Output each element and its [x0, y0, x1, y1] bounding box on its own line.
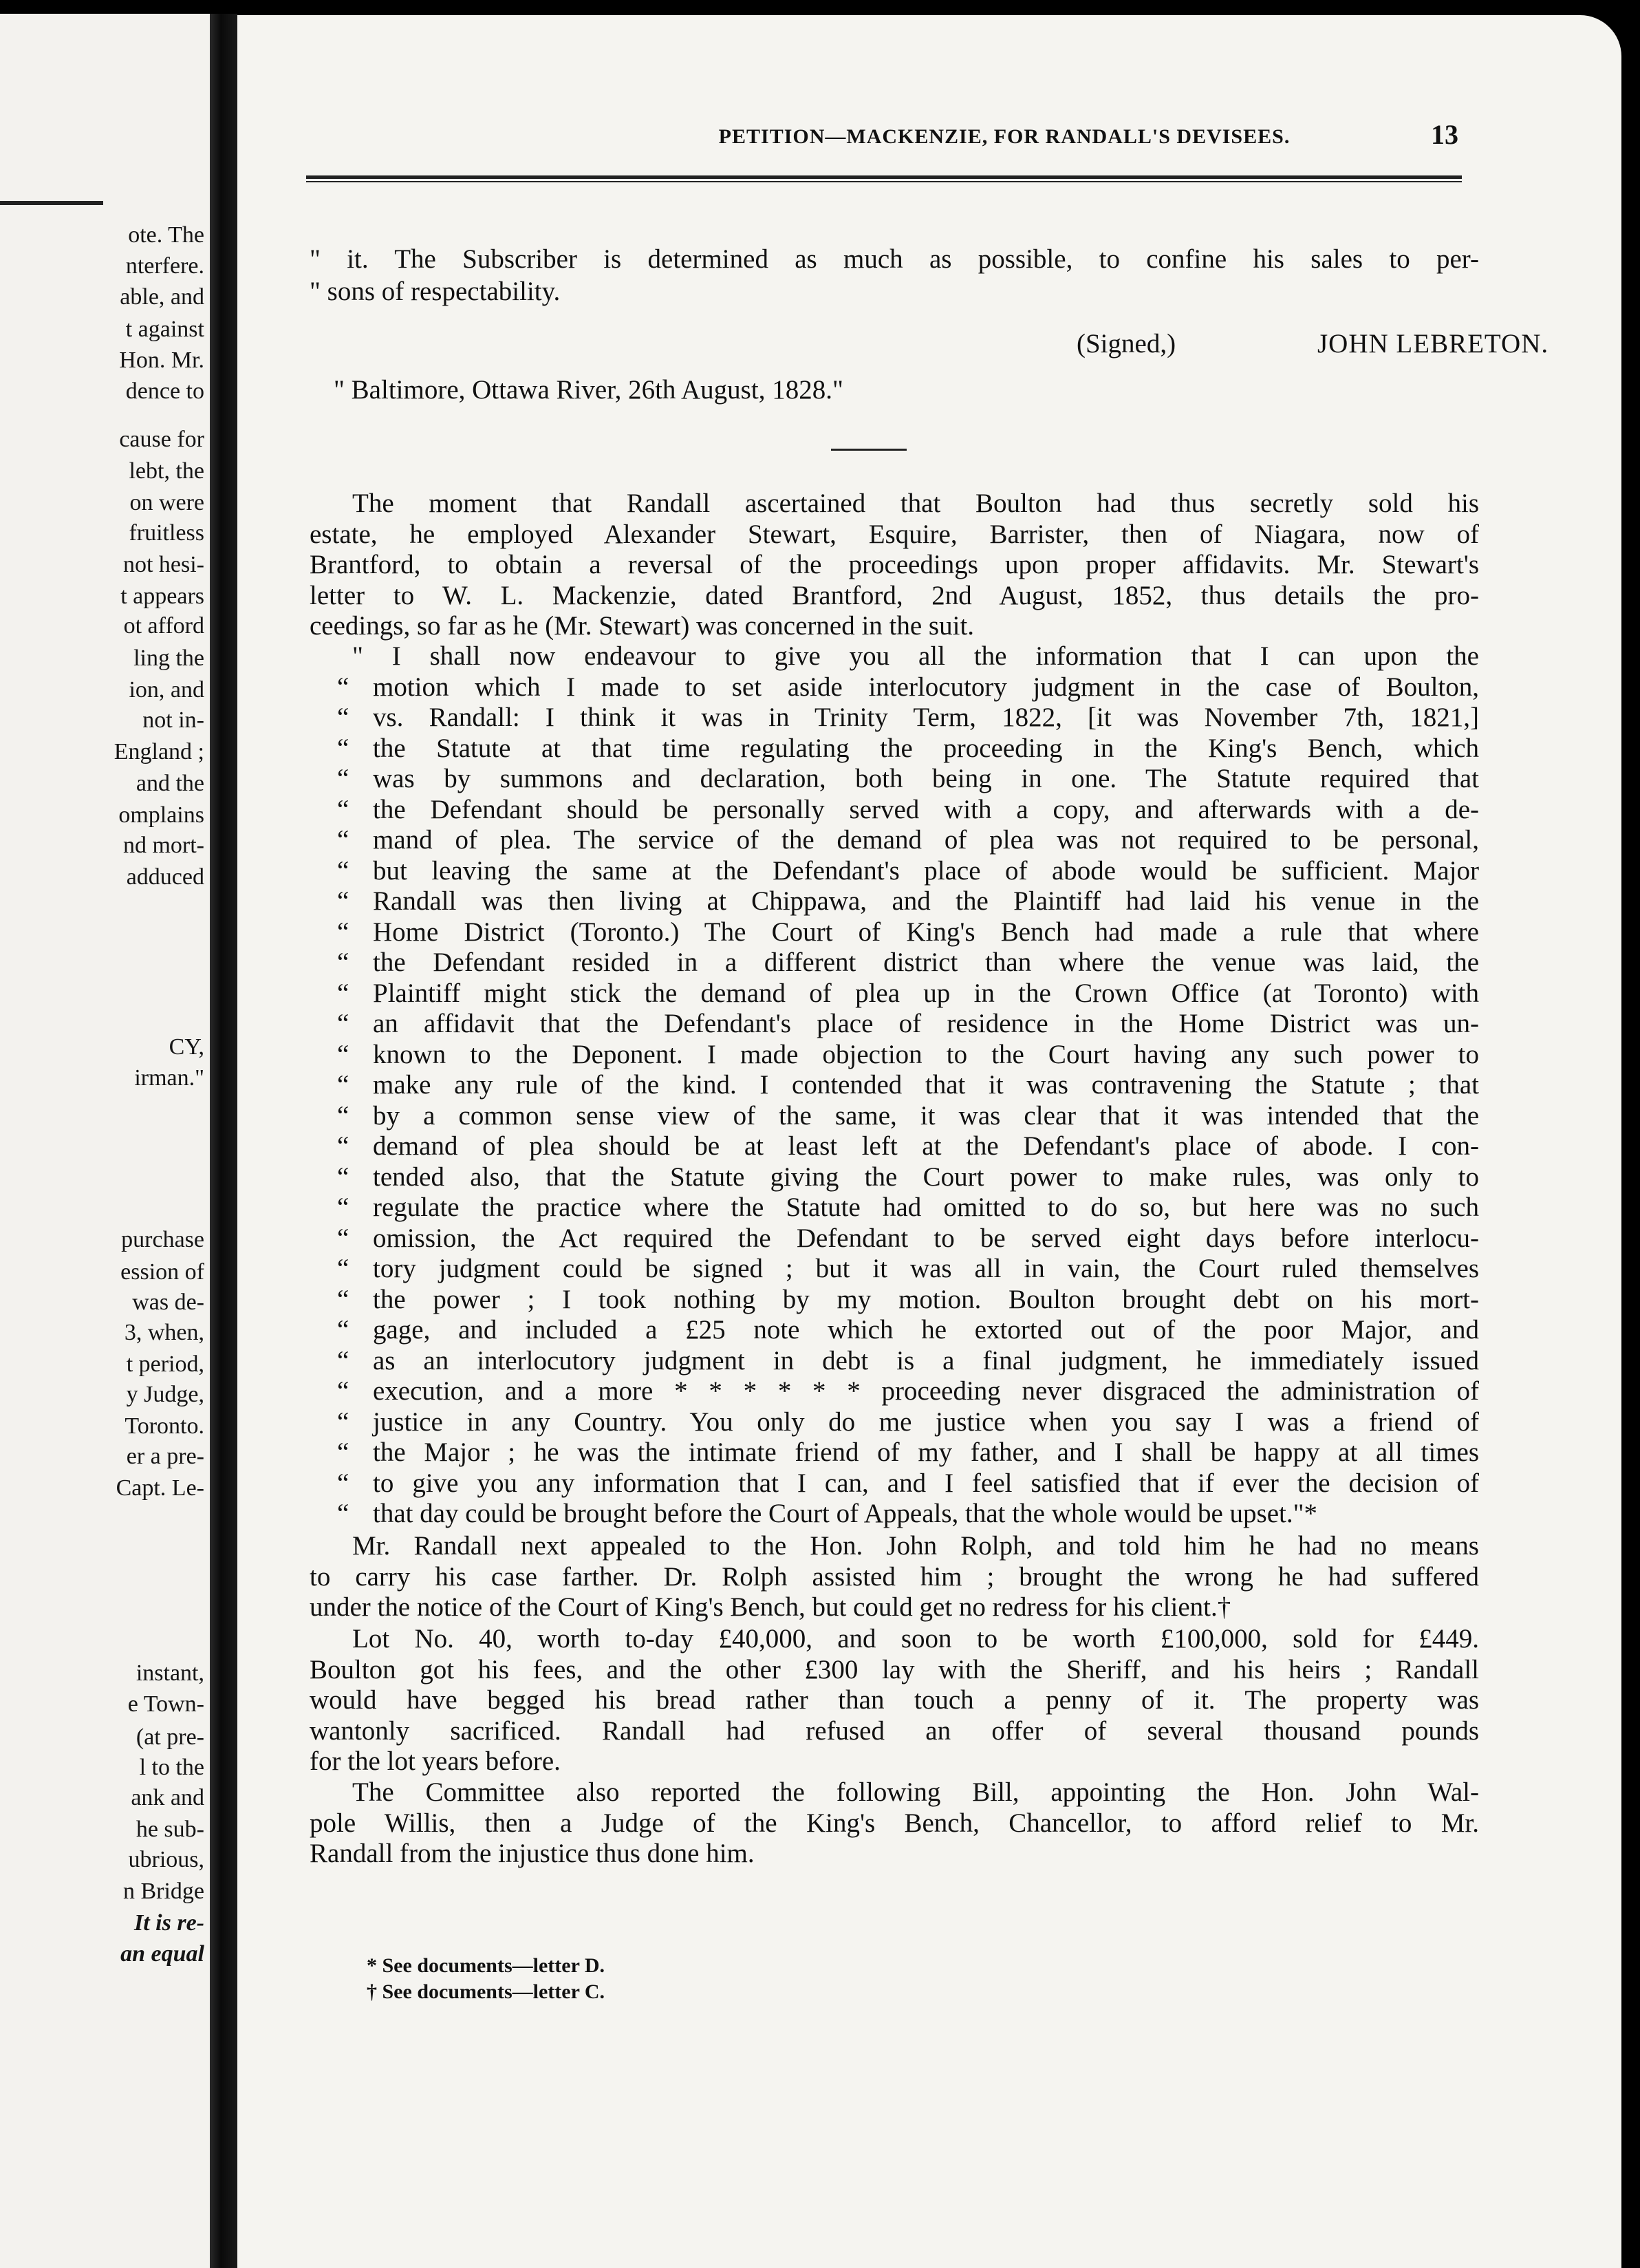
text-line: estate, he employed Alexander Stewart, Esquire, Barrister, then of Niagara, now of: [310, 519, 1479, 549]
left-page-line: It is re-: [134, 1910, 204, 1936]
quote-mark: “: [337, 1223, 349, 1253]
left-page-line: ote. The: [128, 222, 204, 248]
text-line: as an interlocutory judgment in debt is a final judgment, he immediately issued “: [337, 1345, 1479, 1376]
left-page-text: [0, 14, 210, 2268]
text-line: Lot No. 40, worth to-day £40,000, and soon to be worth £100,000, sold for £449.: [352, 1624, 1479, 1654]
text-line: omission, the Act required the Defendant to be served eight days before interlocu- “: [337, 1223, 1479, 1253]
text-line: The Committee also reported the following Bill, appointing the Hon. John Wal-: [352, 1777, 1479, 1807]
place-date-line: " Baltimore, Ottawa River, 26th August, 1828.": [334, 375, 843, 405]
running-header: PETITION—MACKENZIE, FOR RANDALL'S DEVISEES.: [718, 125, 1291, 148]
text-line: an affidavit that the Defendant's place of residence in the Home District was un- “: [337, 1009, 1479, 1038]
left-page-line: t against: [125, 317, 204, 342]
text-line: Boulton got his fees, and the other £300 lay with the Sheriff, and his heirs ; Randall: [310, 1654, 1479, 1684]
quote-line: " it. The Subscriber is determined as much as possible, to confine his sales to per-: [310, 244, 1479, 274]
text-line: Home District (Toronto.) The Court of King's Bench had made a rule that where “: [337, 917, 1479, 947]
quote-mark: “: [337, 1437, 349, 1467]
left-page-line: England ;: [114, 739, 204, 764]
left-page-line: purchase: [121, 1227, 204, 1252]
left-page-line: ank and: [131, 1785, 204, 1810]
left-page-line: ession of: [120, 1259, 204, 1285]
section-divider: [831, 449, 907, 451]
quote-mark: “: [337, 1162, 349, 1192]
left-page-line: Toronto.: [125, 1413, 204, 1439]
text-line: mand of plea. The service of the demand of plea was not required to be personal, “: [337, 825, 1479, 855]
text-line: Brantford, to obtain a reversal of the proceedings upon proper affidavits. Mr. Stewart's: [310, 550, 1479, 579]
text-line: gage, and included a £25 note which he extorted out of the poor Major, and “: [337, 1315, 1479, 1345]
text-line: for the lot years before.: [310, 1746, 561, 1776]
page-gutter: [210, 14, 237, 2268]
left-page-line: nd mort-: [122, 833, 204, 858]
text-line: letter to W. L. Mackenzie, dated Brantford, 2nd August, 1852, thus details the pro-: [310, 580, 1479, 610]
left-page-line: CY,: [169, 1034, 204, 1060]
quote-mark: “: [337, 1100, 349, 1131]
text-line: was by summons and declaration, both being in one. The Statute required that “: [337, 764, 1479, 793]
left-page-line: fruitless: [129, 520, 204, 546]
text-line: tory judgment could be signed ; but it was all in vain, the Court ruled themselves “: [337, 1254, 1479, 1283]
text-line: the Statute at that time regulating the proceeding in the King's Bench, which “: [337, 733, 1479, 763]
left-page-line: y Judge,: [126, 1382, 204, 1407]
quote-mark: “: [337, 1070, 349, 1100]
left-page-line: was de-: [132, 1290, 204, 1315]
text-line: to carry his case farther. Dr. Rolph assisted him ; brought the wrong he had suffered: [310, 1561, 1479, 1592]
text-line: execution, and a more * * * * * * proceeding never disgraced the administration of “: [337, 1376, 1479, 1406]
quote-mark: “: [337, 794, 349, 824]
left-page-line: irman.": [134, 1065, 204, 1091]
text-line: the Defendant resided in a different district than where the venue was laid, the “: [337, 948, 1479, 977]
text-line: Plaintiff might stick the demand of plea up in the Crown Office (at Toronto) with “: [337, 978, 1479, 1008]
left-page-line: Capt. Le-: [116, 1475, 204, 1501]
left-page-line: he sub-: [136, 1817, 204, 1842]
left-page-line: er a pre-: [126, 1444, 204, 1469]
quote-mark: “: [337, 1468, 349, 1498]
left-page-line: ling the: [133, 645, 204, 671]
text-line: make any rule of the kind. I contended that it was contravening the Statute ; that “: [337, 1070, 1479, 1100]
left-page-line: n Bridge: [122, 1879, 204, 1904]
left-page-line: ubrious,: [128, 1847, 204, 1872]
text-line: ceedings, so far as he (Mr. Stewart) was concerned in the suit.: [310, 611, 975, 641]
left-page-line: instant,: [136, 1660, 204, 1686]
quote-mark: “: [337, 1315, 349, 1345]
footnote: * See documents—letter D.: [367, 1954, 605, 1977]
quote-mark: “: [337, 1192, 349, 1222]
left-page-line: omplains: [118, 802, 204, 828]
left-page-line: Hon. Mr.: [119, 347, 204, 373]
left-page-line: t period,: [126, 1351, 204, 1377]
quote-mark: “: [337, 1039, 349, 1069]
main-page: [237, 15, 1621, 2268]
text-line: Randall from the injustice thus done him.: [310, 1839, 755, 1868]
text-line: under the notice of the Court of King's Bench, but could get no redress for his client.†: [310, 1592, 1231, 1622]
text-line: The moment that Randall ascertained that Boulton had thus secretly sold his: [352, 489, 1479, 518]
text-line: " I shall now endeavour to give you all the information that I can upon the: [352, 641, 1479, 671]
quote-mark: “: [337, 1131, 349, 1161]
left-page-line: dence to: [125, 378, 204, 404]
quote-mark: “: [337, 1345, 349, 1376]
quote-mark: “: [337, 764, 349, 793]
left-page-line: l to the: [139, 1755, 204, 1780]
quote-mark: “: [337, 886, 349, 916]
left-page-line: lebt, the: [129, 458, 204, 484]
quote-mark: “: [337, 1406, 349, 1437]
text-line: the power ; I took nothing by my motion. Boulton brought debt on his mort- “: [337, 1284, 1479, 1314]
left-page-line: nterfere.: [125, 253, 204, 279]
quote-line: " sons of respectability.: [310, 277, 561, 306]
quote-mark: “: [337, 1376, 349, 1406]
quote-mark: “: [337, 1284, 349, 1314]
text-line: regulate the practice where the Statute had omitted to do so, but here was no such “: [337, 1192, 1479, 1222]
left-page-line: able, and: [120, 284, 204, 310]
text-line: Mr. Randall next appealed to the Hon. John Rolph, and told him he had no means: [352, 1531, 1479, 1561]
text-line: vs. Randall: I think it was in Trinity Term, 1822, [it was November 7th, 1821,] “: [337, 703, 1479, 732]
footnote: † See documents—letter C.: [367, 1980, 605, 2003]
text-line: justice in any Country. You only do me justice when you say I was a friend of “: [337, 1406, 1479, 1437]
text-line: to give you any information that I can, and I feel satisfied that if ever the decision of “: [337, 1468, 1479, 1498]
quote-mark: “: [337, 1254, 349, 1283]
quote-mark: “: [337, 733, 349, 763]
left-page-line: ion, and: [129, 677, 204, 703]
text-line: that day could be brought before the Court of Appeals, that the whole would be upset."* “: [337, 1499, 1318, 1528]
signatory-name: JOHN LEBRETON.: [1317, 329, 1549, 359]
quote-mark: “: [337, 1499, 349, 1528]
text-line: Randall was then living at Chippawa, and the Plaintiff had laid his venue in the “: [337, 886, 1479, 916]
quote-mark: “: [337, 703, 349, 732]
left-page-line: adduced: [126, 864, 204, 890]
left-page-line: cause for: [119, 427, 204, 452]
quote-mark: “: [337, 948, 349, 977]
quote-mark: “: [337, 825, 349, 855]
left-page-line: 3, when,: [124, 1320, 204, 1345]
left-page-line: (at pre-: [136, 1724, 204, 1750]
text-line: the Major ; he was the intimate friend of my father, and I shall be happy at all times “: [337, 1437, 1479, 1467]
text-line: by a common sense view of the same, it was clear that it was intended that the “: [337, 1100, 1479, 1131]
text-line: known to the Deponent. I made objection to the Court having any such power to “: [337, 1039, 1479, 1069]
text-line: would have begged his bread rather than touch a penny of it. The property was: [310, 1685, 1479, 1715]
quote-mark: “: [337, 917, 349, 947]
left-page-line: and the: [136, 771, 204, 796]
text-line: tended also, that the Statute giving the Court power to make rules, was only to “: [337, 1162, 1479, 1192]
left-page-line: t appears: [120, 584, 204, 609]
text-line: wantonly sacrificed. Randall had refused an offer of several thousand pounds: [310, 1715, 1479, 1746]
left-page-line: e Town-: [127, 1691, 204, 1717]
left-page-sliver: [0, 14, 210, 2268]
text-line: demand of plea should be at least left at the Defendant's place of abode. I con- “: [337, 1131, 1479, 1161]
left-page-line: ot afford: [123, 613, 204, 639]
text-line: but leaving the same at the Defendant's place of abode would be sufficient. Major “: [337, 855, 1479, 886]
text-line: the Defendant should be personally served with a copy, and afterwards with a de- “: [337, 794, 1479, 824]
quote-mark: “: [337, 978, 349, 1008]
text-line: pole Willis, then a Judge of the King's Bench, Chancellor, to afford relief to Mr.: [310, 1808, 1479, 1838]
quote-mark: “: [337, 672, 349, 702]
page-number: 13: [1431, 119, 1458, 150]
quote-mark: “: [337, 855, 349, 886]
quote-mark: “: [337, 1009, 349, 1038]
signed-label: (Signed,): [1077, 329, 1176, 359]
left-page-line: not in-: [142, 707, 204, 733]
text-line: motion which I made to set aside interlocutory judgment in the case of Boulton, “: [337, 672, 1479, 702]
left-page-line: on were: [129, 490, 204, 515]
left-page-line: not hesi-: [122, 552, 204, 577]
header-rule: [306, 175, 1462, 182]
left-page-line: an equal: [120, 1941, 204, 1967]
